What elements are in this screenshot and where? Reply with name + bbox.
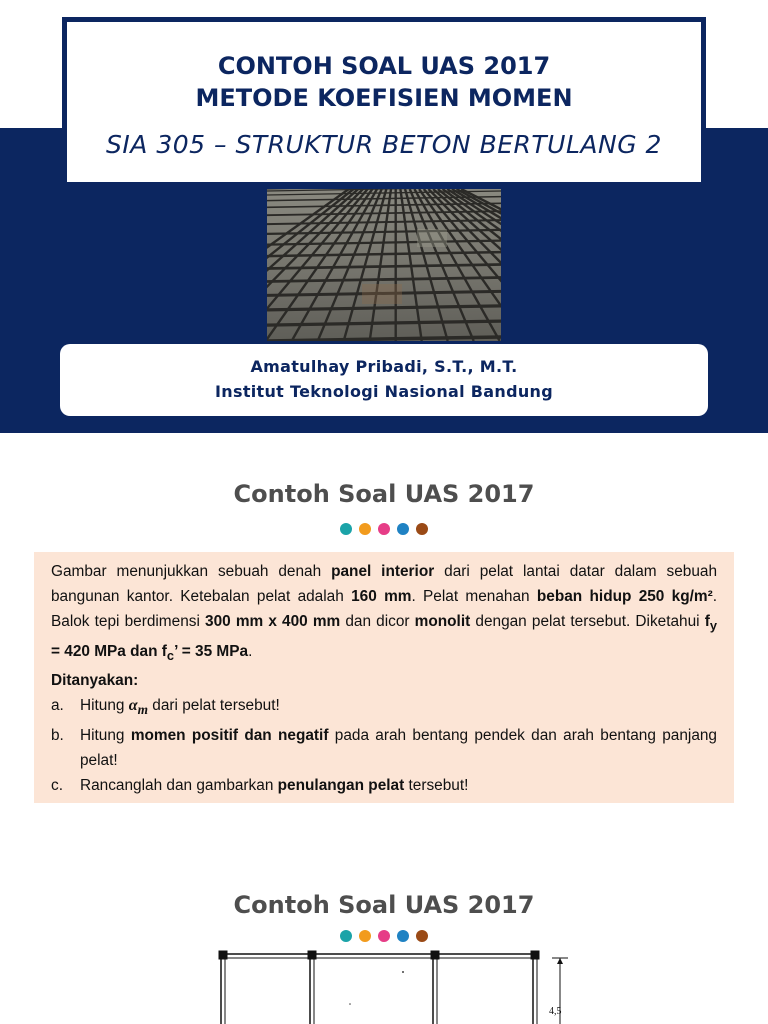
alpha-glyph: α [128, 697, 138, 715]
alpha-subscript: m [137, 702, 148, 718]
list-text [80, 693, 717, 722]
text-run: dengan pelat tersebut. Diketahui [470, 613, 705, 631]
fc-symbol: f [161, 642, 167, 660]
text-run: Rancanglah dan gambarkan [80, 776, 278, 794]
author-name: Amatulhay Pribadi, S.T., M.T. [250, 357, 518, 376]
fc-number: ’ = 35 MPa [174, 642, 249, 660]
slide2-color-dots [0, 523, 768, 537]
text-run: pada arah bentang pendek dan arah bentang panjang pelat! [80, 726, 717, 769]
asked-text: Ditanyakan: [51, 671, 139, 689]
dot-pink [378, 930, 390, 942]
dot-brown [416, 523, 428, 535]
text-run: . [248, 642, 253, 660]
fy-symbol: f [704, 613, 710, 631]
main-title-line-2: METODE KOEFISIEN MOMEN [195, 84, 573, 112]
slide3-color-dots [0, 930, 768, 944]
text-run: dan dicor [340, 613, 415, 631]
list-marker: b. [51, 726, 64, 744]
list-text [80, 723, 717, 773]
problem-paragraph [51, 559, 717, 668]
dot-blue [397, 523, 409, 535]
dot-orange [359, 930, 371, 942]
title-slide [0, 0, 768, 433]
list-item-c [51, 773, 717, 798]
bold-run: 160 mm [351, 588, 412, 606]
text-run: Gambar menunjukkan sebuah denah [51, 563, 332, 580]
list-item-a [51, 693, 717, 722]
dot-teal [340, 930, 352, 942]
dot-brown [416, 930, 428, 942]
author-institution: Institut Teknologi Nasional Bandung [215, 382, 553, 401]
asked-label [51, 668, 717, 693]
bold-run: momen positif dan negatif [130, 726, 329, 744]
rebar-mesh-illustration [267, 189, 501, 341]
text-run: . Pelat menahan [411, 588, 537, 606]
slide2-heading: Contoh Soal UAS 2017 [233, 480, 535, 508]
list-item-b [51, 723, 717, 773]
bold-run: penulangan pelat [277, 776, 405, 794]
text-run: . Balok tepi berdimensi [51, 588, 717, 631]
author-box [60, 344, 708, 416]
main-title-line-1: CONTOH SOAL UAS 2017 [217, 52, 551, 80]
problem-statement-box [34, 552, 734, 803]
slide3-heading: Contoh Soal UAS 2017 [233, 891, 535, 919]
text-run: tersebut! [404, 776, 469, 794]
title-box [62, 17, 706, 187]
text-run: Hitung [80, 697, 129, 715]
dot-pink [378, 523, 390, 535]
fy-number: = 420 MPa dan [51, 642, 162, 660]
fy-subscript: y [709, 618, 717, 634]
fc-subscript: c [166, 647, 175, 663]
rebar-mesh-photo [267, 189, 501, 341]
floor-plan-svg [200, 944, 580, 1024]
bold-run: panel interior [331, 563, 435, 580]
bold-run: beban hidup 250 kg/m² [536, 588, 713, 606]
dot-blue [397, 930, 409, 942]
dimension-label: 4,5 [549, 1006, 562, 1017]
list-text [80, 773, 717, 798]
floor-plan-drawing [200, 944, 580, 1024]
text-run: dari pelat tersebut! [148, 697, 280, 715]
bold-run: 300 mm x 400 mm [205, 613, 341, 631]
bold-run: monolit [414, 613, 471, 631]
course-subtitle: SIA 305 – STRUKTUR BETON BERTULANG 2 [106, 130, 662, 159]
text-run: Hitung [80, 726, 131, 744]
dot-teal [340, 523, 352, 535]
text-run: dari pelat lantai datar dalam sebuah bangunan kantor. Ketebalan pelat adalah [51, 563, 717, 606]
list-marker: a. [51, 697, 64, 715]
dot-orange [359, 523, 371, 535]
list-marker: c. [51, 776, 63, 794]
alpha-m-symbol [128, 697, 148, 718]
